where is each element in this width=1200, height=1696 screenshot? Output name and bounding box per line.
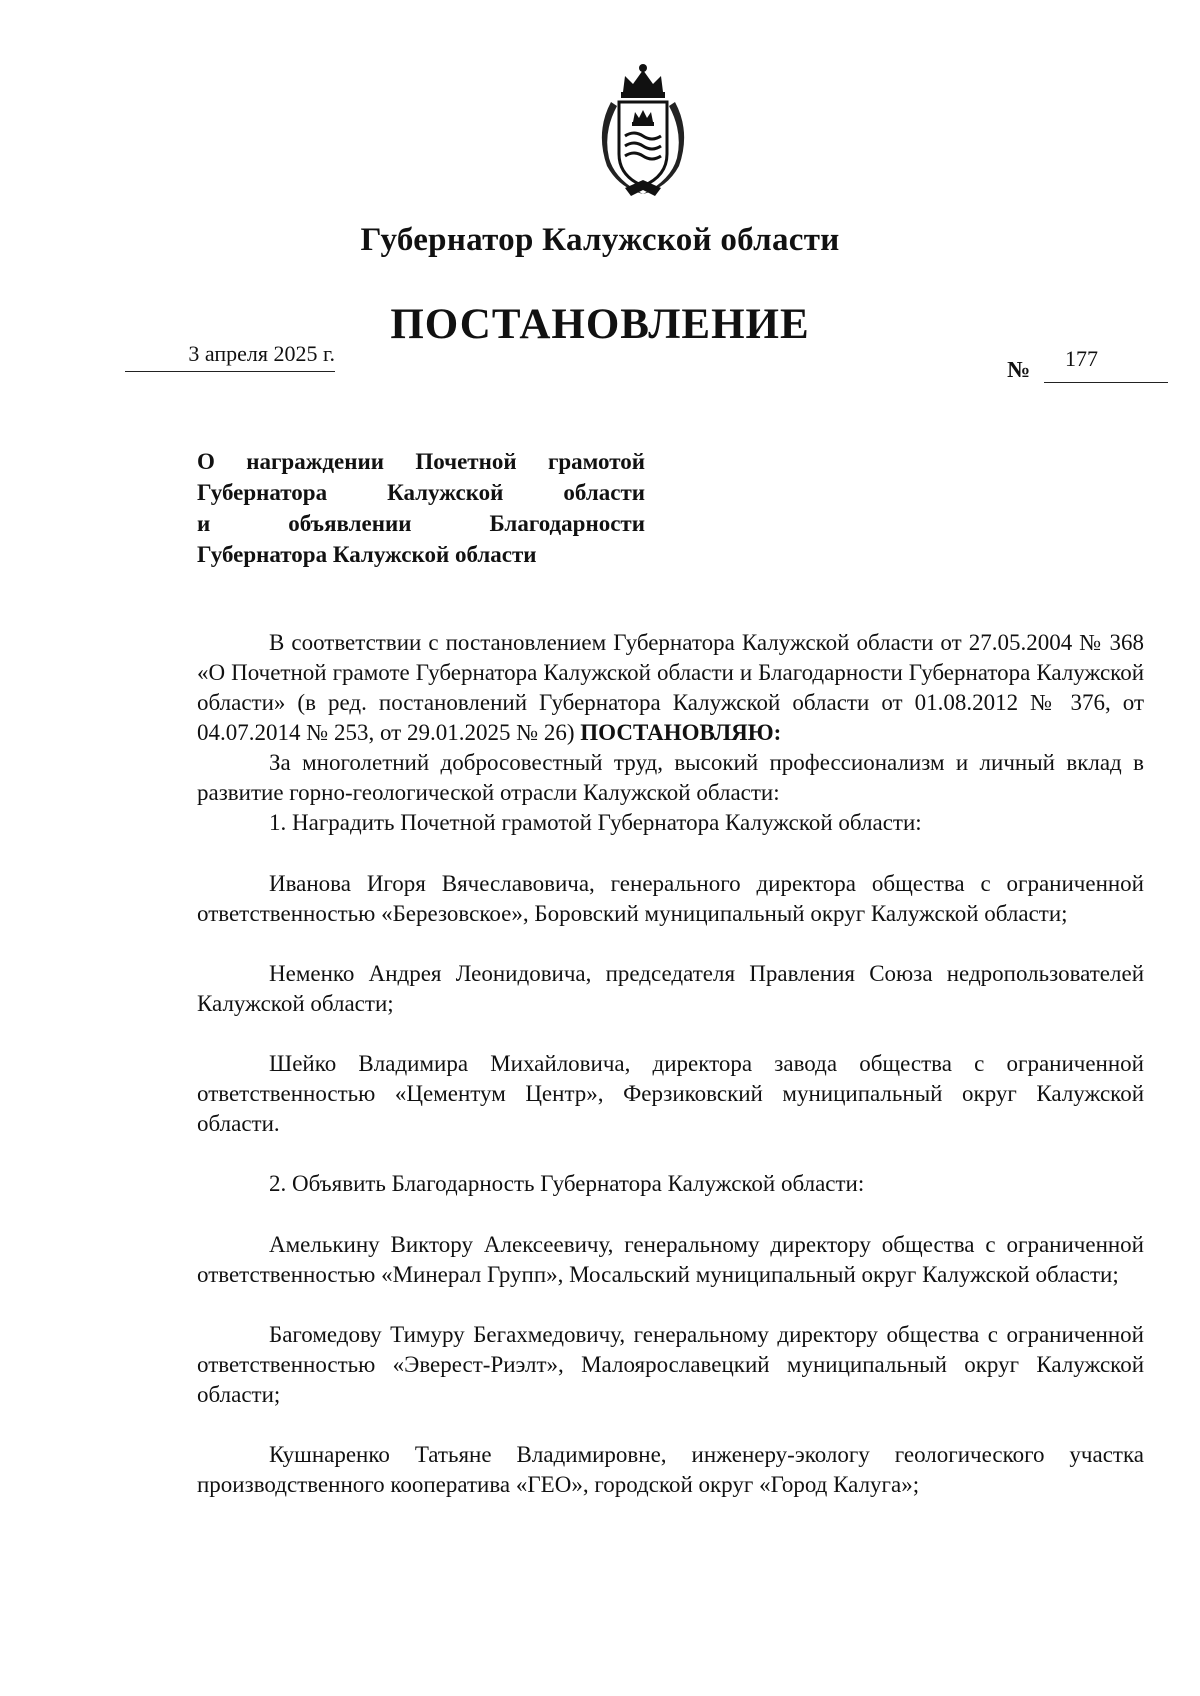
document-subject	[197, 446, 645, 570]
coat-of-arms-emblem	[585, 62, 701, 200]
document-type-title: ПОСТАНОВЛЕНИЕ	[390, 301, 810, 348]
subject-line: Губернатора Калужской области	[197, 542, 537, 567]
reason-paragraph: За многолетний добросовестный труд, высокий профессионализм и личный вклад в развитие горно-геологической отрасли Калужской области:	[197, 750, 1144, 805]
subject-line: Губернатора Калужской области	[197, 480, 645, 505]
document-date: 3 апреля 2025 г.	[125, 341, 335, 372]
awardee-paragraph: Багомедову Тимуру Бегахмедовичу, генеральному директору общества с ограниченной ответственностью «Эверест-Риэлт», Малоярославецкий муниципальный округ Калужской области;	[197, 1322, 1144, 1407]
document-number-underline	[1044, 382, 1168, 383]
awardee-paragraph: Кушнаренко Татьяне Владимировне, инженеру-экологу геологического участка производственного кооператива «ГЕО», городской округ «Город Калуга»;	[197, 1442, 1144, 1497]
awardee-paragraph: Амелькину Виктору Алексеевичу, генеральному директору общества с ограниченной ответственностью «Минерал Групп», Мосальский муниципальный округ Калужской области;	[197, 1232, 1144, 1287]
awardee-paragraph: Иванова Игоря Вячеславовича, генерального директора общества с ограниченной ответственностью «Березовское», Боровский муниципальный округ Калужской области;	[197, 871, 1144, 926]
preamble-text: В соответствии с постановлением Губернатора Калужской области от 27.05.2004 № 368 «О Почетной грамоте Губернатора Калужской области и Благодарности Губернатора Калужской области» (в ред. постановлений Губернатора Калужской области от 01.08.2012 № 376, от 04.07.2014 № 253, от 29.01.2025 № 26)	[197, 630, 1144, 745]
document-number-label: №	[1007, 357, 1031, 382]
decree-word: ПОСТАНОВЛЯЮ:	[580, 720, 782, 745]
section-1-heading: 1. Наградить Почетной грамотой Губернатора Калужской области:	[269, 810, 922, 835]
document-body	[197, 628, 1144, 1500]
awardee-paragraph: Неменко Андрея Леонидовича, председателя Правления Союза недропользователей Калужской области;	[197, 961, 1144, 1016]
issuing-authority: Губернатор Калужской области	[360, 222, 840, 258]
document-number: 177	[1065, 346, 1098, 371]
subject-line: и объявлении Благодарности	[197, 511, 645, 536]
subject-line: О награждении Почетной грамотой	[197, 449, 645, 474]
awardee-paragraph: Шейко Владимира Михайловича, директора завода общества с ограниченной ответственностью «Цементум Центр», Ферзиковский муниципальный округ Калужской области.	[197, 1051, 1144, 1136]
section-2-heading: 2. Объявить Благодарность Губернатора Калужской области:	[269, 1171, 865, 1196]
preamble-paragraph	[197, 628, 1144, 748]
